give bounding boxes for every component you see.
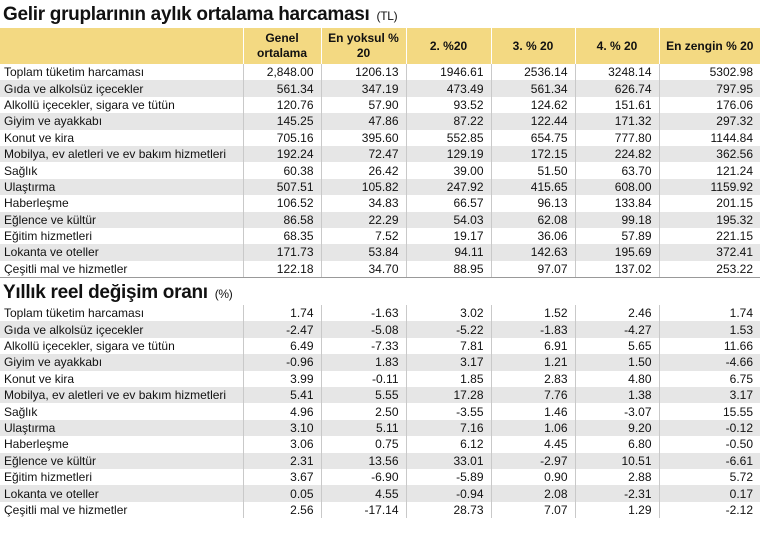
value-cell: -2.12 <box>659 502 760 518</box>
value-cell: 6.12 <box>406 436 491 452</box>
value-cell: 6.91 <box>491 338 575 354</box>
header-category <box>0 28 243 64</box>
value-cell: 2.46 <box>575 305 659 321</box>
row-label: Çeşitli mal ve hizmetler <box>0 502 243 518</box>
value-cell: 473.49 <box>406 80 491 96</box>
value-cell: 120.76 <box>243 97 321 113</box>
value-cell: 36.06 <box>491 228 575 244</box>
value-cell: 1.29 <box>575 502 659 518</box>
value-cell: 561.34 <box>243 80 321 96</box>
value-cell: 0.90 <box>491 469 575 485</box>
value-cell: 57.90 <box>321 97 406 113</box>
value-cell: 224.82 <box>575 146 659 162</box>
value-cell: -4.66 <box>659 354 760 370</box>
value-cell: 72.47 <box>321 146 406 162</box>
row-label: Lokanta ve oteller <box>0 485 243 501</box>
value-cell: 1.74 <box>243 305 321 321</box>
value-cell: 201.15 <box>659 195 760 211</box>
value-cell: 6.75 <box>659 371 760 387</box>
value-cell: 2.83 <box>491 371 575 387</box>
value-cell: -0.50 <box>659 436 760 452</box>
table2-row <box>0 420 760 436</box>
value-cell: 3.67 <box>243 469 321 485</box>
header-richest: En zengin % 20 <box>659 28 760 64</box>
value-cell: 372.41 <box>659 244 760 260</box>
value-cell: 1.21 <box>491 354 575 370</box>
value-cell: 87.22 <box>406 113 491 129</box>
value-cell: 552.85 <box>406 130 491 146</box>
value-cell: 22.29 <box>321 212 406 228</box>
table2-row <box>0 502 760 518</box>
value-cell: 297.32 <box>659 113 760 129</box>
value-cell: 6.80 <box>575 436 659 452</box>
value-cell: 47.86 <box>321 113 406 129</box>
table1-row <box>0 64 760 80</box>
value-cell: 60.38 <box>243 162 321 178</box>
value-cell: 797.95 <box>659 80 760 96</box>
row-label: Sağlık <box>0 162 243 178</box>
value-cell: 507.51 <box>243 179 321 195</box>
value-cell: 1.06 <box>491 420 575 436</box>
value-cell: 94.11 <box>406 244 491 260</box>
value-cell: 195.32 <box>659 212 760 228</box>
table2-row <box>0 387 760 403</box>
value-cell: 1.38 <box>575 387 659 403</box>
table1-row <box>0 195 760 211</box>
row-label: Gıda ve alkolsüz içecekler <box>0 80 243 96</box>
value-cell: 124.62 <box>491 97 575 113</box>
expenditure-table <box>0 28 760 277</box>
table2-title-text: Yıllık reel değişim oranı <box>3 282 208 304</box>
value-cell: 705.16 <box>243 130 321 146</box>
row-label: Konut ve kira <box>0 130 243 146</box>
row-label: Haberleşme <box>0 195 243 211</box>
value-cell: 4.96 <box>243 403 321 419</box>
table1-row <box>0 113 760 129</box>
value-cell: 54.03 <box>406 212 491 228</box>
value-cell: 1.53 <box>659 321 760 337</box>
value-cell: -0.94 <box>406 485 491 501</box>
value-cell: -2.47 <box>243 321 321 337</box>
value-cell: 122.44 <box>491 113 575 129</box>
header-fourth: 4. % 20 <box>575 28 659 64</box>
value-cell: 2.88 <box>575 469 659 485</box>
value-cell: 0.17 <box>659 485 760 501</box>
value-cell: 395.60 <box>321 130 406 146</box>
row-label: Toplam tüketim harcaması <box>0 64 243 80</box>
value-cell: 1144.84 <box>659 130 760 146</box>
value-cell: 7.07 <box>491 502 575 518</box>
value-cell: 5.11 <box>321 420 406 436</box>
value-cell: -5.08 <box>321 321 406 337</box>
real-change-table <box>0 305 760 518</box>
value-cell: 5302.98 <box>659 64 760 80</box>
table1-unit: (TL) <box>376 9 398 23</box>
table2-body <box>0 305 760 518</box>
value-cell: 10.51 <box>575 453 659 469</box>
row-label: Eğlence ve kültür <box>0 453 243 469</box>
value-cell: -5.22 <box>406 321 491 337</box>
value-cell: 53.84 <box>321 244 406 260</box>
row-label: Toplam tüketim harcaması <box>0 305 243 321</box>
value-cell: 171.32 <box>575 113 659 129</box>
value-cell: 62.08 <box>491 212 575 228</box>
row-label: Mobilya, ev aletleri ve ev bakım hizmetleri <box>0 146 243 162</box>
table2-row <box>0 453 760 469</box>
table2-row <box>0 403 760 419</box>
row-label: Alkollü içecekler, sigara ve tütün <box>0 338 243 354</box>
row-label: Giyim ve ayakkabı <box>0 354 243 370</box>
value-cell: 5.65 <box>575 338 659 354</box>
value-cell: 777.80 <box>575 130 659 146</box>
value-cell: 34.70 <box>321 261 406 277</box>
value-cell: 172.15 <box>491 146 575 162</box>
value-cell: 3248.14 <box>575 64 659 80</box>
table2-row <box>0 469 760 485</box>
value-cell: 0.05 <box>243 485 321 501</box>
table1-row <box>0 130 760 146</box>
row-label: Gıda ve alkolsüz içecekler <box>0 321 243 337</box>
row-label: Eğitim hizmetleri <box>0 469 243 485</box>
value-cell: 39.00 <box>406 162 491 178</box>
value-cell: 253.22 <box>659 261 760 277</box>
value-cell: 654.75 <box>491 130 575 146</box>
table1-row <box>0 212 760 228</box>
value-cell: 93.52 <box>406 97 491 113</box>
value-cell: -1.83 <box>491 321 575 337</box>
value-cell: 88.95 <box>406 261 491 277</box>
value-cell: 2.56 <box>243 502 321 518</box>
value-cell: 1.46 <box>491 403 575 419</box>
value-cell: 106.52 <box>243 195 321 211</box>
value-cell: 5.41 <box>243 387 321 403</box>
value-cell: 1206.13 <box>321 64 406 80</box>
value-cell: 4.55 <box>321 485 406 501</box>
value-cell: 57.89 <box>575 228 659 244</box>
table2-row <box>0 321 760 337</box>
value-cell: -2.31 <box>575 485 659 501</box>
row-label: Ulaştırma <box>0 179 243 195</box>
value-cell: 33.01 <box>406 453 491 469</box>
value-cell: 5.72 <box>659 469 760 485</box>
value-cell: 28.73 <box>406 502 491 518</box>
value-cell: 3.10 <box>243 420 321 436</box>
value-cell: 7.16 <box>406 420 491 436</box>
value-cell: 15.55 <box>659 403 760 419</box>
value-cell: 2.08 <box>491 485 575 501</box>
value-cell: 3.02 <box>406 305 491 321</box>
value-cell: 129.19 <box>406 146 491 162</box>
table1-row <box>0 80 760 96</box>
value-cell: 415.65 <box>491 179 575 195</box>
value-cell: -6.61 <box>659 453 760 469</box>
row-label: Alkollü içecekler, sigara ve tütün <box>0 97 243 113</box>
value-cell: 9.20 <box>575 420 659 436</box>
value-cell: -0.12 <box>659 420 760 436</box>
value-cell: 26.42 <box>321 162 406 178</box>
value-cell: 1.85 <box>406 371 491 387</box>
value-cell: 63.70 <box>575 162 659 178</box>
value-cell: -3.55 <box>406 403 491 419</box>
table2-row <box>0 371 760 387</box>
value-cell: 1.74 <box>659 305 760 321</box>
header-poorest: En yoksul % 20 <box>321 28 406 64</box>
value-cell: -4.27 <box>575 321 659 337</box>
value-cell: -7.33 <box>321 338 406 354</box>
value-cell: 3.99 <box>243 371 321 387</box>
table2-row <box>0 354 760 370</box>
table2-unit: (%) <box>214 287 233 302</box>
value-cell: 11.66 <box>659 338 760 354</box>
value-cell: 99.18 <box>575 212 659 228</box>
row-label: Konut ve kira <box>0 371 243 387</box>
value-cell: 362.56 <box>659 146 760 162</box>
table2-row <box>0 338 760 354</box>
value-cell: 151.61 <box>575 97 659 113</box>
value-cell: 97.07 <box>491 261 575 277</box>
table2-row <box>0 305 760 321</box>
value-cell: 1.50 <box>575 354 659 370</box>
value-cell: 171.73 <box>243 244 321 260</box>
table1-row <box>0 261 760 277</box>
value-cell: -3.07 <box>575 403 659 419</box>
table2-row <box>0 485 760 501</box>
table1-row <box>0 162 760 178</box>
value-cell: -0.11 <box>321 371 406 387</box>
value-cell: 68.35 <box>243 228 321 244</box>
value-cell: 122.18 <box>243 261 321 277</box>
header-third: 3. % 20 <box>491 28 575 64</box>
value-cell: 2,848.00 <box>243 64 321 80</box>
value-cell: -1.63 <box>321 305 406 321</box>
row-label: Mobilya, ev aletleri ve ev bakım hizmetleri <box>0 387 243 403</box>
value-cell: 66.57 <box>406 195 491 211</box>
header-average: Genel ortalama <box>243 28 321 64</box>
table1-body <box>0 64 760 277</box>
value-cell: 3.17 <box>659 387 760 403</box>
value-cell: 145.25 <box>243 113 321 129</box>
value-cell: 1.83 <box>321 354 406 370</box>
value-cell: 1159.92 <box>659 179 760 195</box>
row-label: Giyim ve ayakkabı <box>0 113 243 129</box>
value-cell: 6.49 <box>243 338 321 354</box>
value-cell: 51.50 <box>491 162 575 178</box>
table1-row <box>0 97 760 113</box>
header-second: 2. %20 <box>406 28 491 64</box>
table1-title <box>0 0 760 28</box>
value-cell: 1.52 <box>491 305 575 321</box>
value-cell: 2.31 <box>243 453 321 469</box>
value-cell: 3.06 <box>243 436 321 452</box>
table1-row <box>0 244 760 260</box>
table1-row <box>0 146 760 162</box>
row-label: Haberleşme <box>0 436 243 452</box>
table1-title-text: Gelir gruplarının aylık ortalama harcaması <box>3 4 370 25</box>
value-cell: -2.97 <box>491 453 575 469</box>
value-cell: 121.24 <box>659 162 760 178</box>
value-cell: 133.84 <box>575 195 659 211</box>
row-label: Lokanta ve oteller <box>0 244 243 260</box>
row-label: Ulaştırma <box>0 420 243 436</box>
value-cell: 19.17 <box>406 228 491 244</box>
value-cell: -5.89 <box>406 469 491 485</box>
value-cell: 2.50 <box>321 403 406 419</box>
table1-header-row <box>0 28 760 64</box>
table2-title <box>0 277 760 305</box>
value-cell: 608.00 <box>575 179 659 195</box>
value-cell: -0.96 <box>243 354 321 370</box>
value-cell: 4.45 <box>491 436 575 452</box>
value-cell: 561.34 <box>491 80 575 96</box>
value-cell: 137.02 <box>575 261 659 277</box>
value-cell: 626.74 <box>575 80 659 96</box>
value-cell: 0.75 <box>321 436 406 452</box>
value-cell: -6.90 <box>321 469 406 485</box>
row-label: Eğlence ve kültür <box>0 212 243 228</box>
value-cell: 221.15 <box>659 228 760 244</box>
value-cell: 192.24 <box>243 146 321 162</box>
value-cell: 86.58 <box>243 212 321 228</box>
value-cell: 13.56 <box>321 453 406 469</box>
value-cell: 34.83 <box>321 195 406 211</box>
value-cell: 3.17 <box>406 354 491 370</box>
row-label: Sağlık <box>0 403 243 419</box>
table2-row <box>0 436 760 452</box>
value-cell: 2536.14 <box>491 64 575 80</box>
value-cell: 176.06 <box>659 97 760 113</box>
row-label: Çeşitli mal ve hizmetler <box>0 261 243 277</box>
value-cell: 17.28 <box>406 387 491 403</box>
value-cell: 1946.61 <box>406 64 491 80</box>
value-cell: 7.76 <box>491 387 575 403</box>
value-cell: 142.63 <box>491 244 575 260</box>
table1-row <box>0 228 760 244</box>
value-cell: 247.92 <box>406 179 491 195</box>
value-cell: 347.19 <box>321 80 406 96</box>
value-cell: 7.81 <box>406 338 491 354</box>
value-cell: 105.82 <box>321 179 406 195</box>
value-cell: -17.14 <box>321 502 406 518</box>
value-cell: 5.55 <box>321 387 406 403</box>
table1-row <box>0 179 760 195</box>
row-label: Eğitim hizmetleri <box>0 228 243 244</box>
value-cell: 4.80 <box>575 371 659 387</box>
value-cell: 96.13 <box>491 195 575 211</box>
value-cell: 195.69 <box>575 244 659 260</box>
value-cell: 7.52 <box>321 228 406 244</box>
